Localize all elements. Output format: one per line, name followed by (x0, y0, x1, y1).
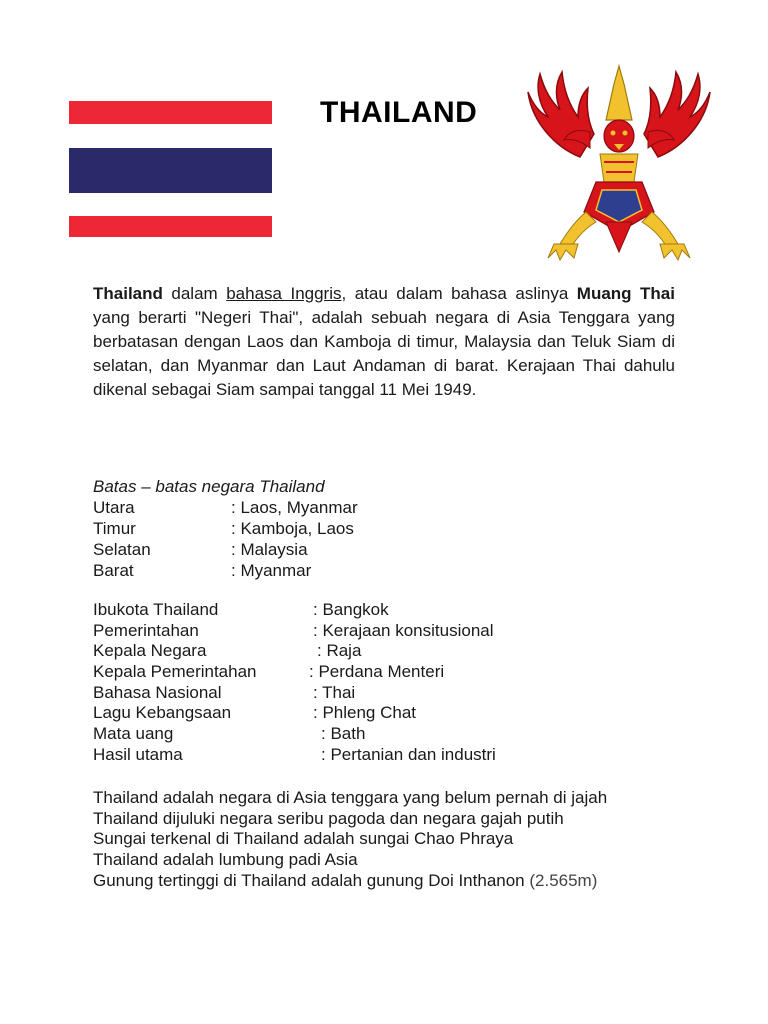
info-value: : Pertanian dan industri (321, 744, 496, 764)
border-row (93, 539, 325, 560)
border-value: : Myanmar (231, 561, 312, 580)
intro-muang-thai: Muang Thai (576, 284, 675, 303)
info-label: Lagu Kebangsaan (93, 703, 232, 723)
info-value: : Thai (313, 682, 356, 702)
info-label: Hasil utama (93, 744, 183, 764)
fact-line: Thailand adalah negara di Asia tenggara yang belum pernah di jajah (93, 788, 608, 807)
border-value: : Malaysia (231, 540, 308, 559)
garuda-emblem-icon (520, 62, 718, 274)
fact-line: Sungai terkenal di Thailand adalah sungai Chao Phraya (93, 829, 514, 849)
borders-heading: Batas – batas negara Thailand (93, 477, 325, 496)
facts-section (93, 788, 607, 892)
info-label: Kepala Pemerintahan (93, 662, 257, 682)
info-value: : Perdana Menteri (309, 662, 445, 682)
info-value: : Kerajaan konsitusional (313, 620, 494, 640)
intro-thailand: Thailand (93, 284, 163, 303)
flag-stripe-red-top (69, 101, 272, 124)
intro-text-1: dalam (162, 284, 227, 303)
border-value: : Kamboja, Laos (231, 519, 354, 538)
border-row (93, 560, 325, 581)
info-label: Bahasa Nasional (93, 682, 222, 702)
info-value: : Phleng Chat (313, 703, 417, 723)
info-value: : Raja (317, 641, 362, 661)
border-row (93, 518, 354, 539)
info-value: : Bangkok (313, 600, 389, 619)
fact-line: Thailand adalah lumbung padi Asia (93, 850, 358, 870)
fact-line-text: Gunung tertinggi di Thailand adalah gunung Doi Inthanon (93, 870, 530, 890)
intro-text-3: yang berarti "Negeri Thai", adalah sebuah negara di Asia Tenggara yang berbatasan dengan Laos dan Kamboja di timur, Malaysia dan Teluk Siam di selatan, dan Myanmar dan Laut Andaman di barat. Kerajaan Thai dahulu dikenal sebagai Siam sampai tanggal 11 Mei 1949. (93, 308, 675, 399)
intro-text-2: , atau dalam bahasa aslinya (341, 284, 577, 303)
flag-stripe-white-top (69, 124, 272, 148)
bahasa-inggris-link[interactable]: bahasa Inggris (226, 284, 342, 303)
info-label: Pemerintahan (93, 620, 199, 640)
border-label: Timur (93, 519, 136, 538)
fact-line (93, 871, 607, 892)
page-title: THAILAND (320, 96, 478, 129)
flag-stripe-white-bottom (69, 193, 272, 216)
border-row (93, 497, 358, 518)
mountain-height: (2.565m) (529, 870, 598, 890)
fact-line: Thailand dijuluki negara seribu pagoda dan negara gajah putih (93, 808, 564, 828)
thailand-flag (69, 101, 272, 237)
info-value: : Bath (321, 724, 366, 744)
borders-section (93, 476, 358, 581)
info-label: Kepala Negara (93, 641, 207, 661)
border-label: Utara (93, 498, 135, 517)
info-label: Mata uang (93, 724, 174, 744)
info-label: Ibukota Thailand (93, 600, 219, 619)
intro-paragraph (93, 282, 675, 402)
flag-stripe-blue (69, 148, 272, 193)
border-label: Selatan (93, 540, 151, 559)
border-value: : Laos, Myanmar (231, 498, 358, 517)
border-label: Barat (93, 561, 134, 580)
flag-stripe-red-bottom (69, 216, 272, 237)
